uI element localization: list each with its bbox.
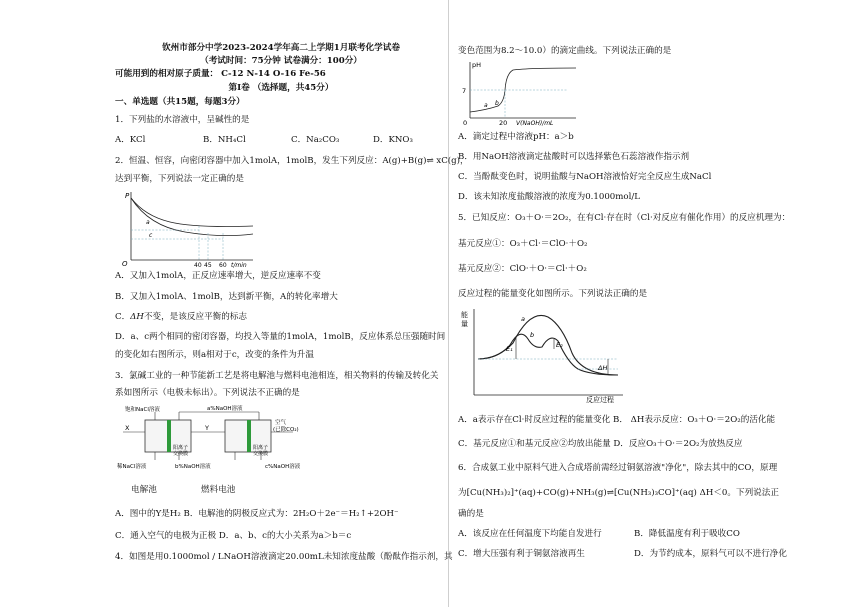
x-tick-45: 45: [204, 262, 212, 268]
q3-option-cd: C．通入空气的电极为正极 D．a、b、c的大小关系为a＞b＝c: [115, 531, 352, 541]
curve-a: [478, 315, 618, 375]
y-tick-7: 7: [462, 87, 467, 95]
q6-option-a: A．该反应在任何温度下均能自发进行: [458, 529, 602, 539]
x-tick-60: 60: [219, 262, 227, 268]
q3-cell-diagram: [115, 402, 340, 474]
x-axis-label: V(NaOH)/mL: [516, 120, 554, 126]
q2-option-b: B．又加入1molA、1molB，达到新平衡，A的转化率增大: [115, 292, 338, 302]
label-c-naoh: c%NaOH溶液: [265, 464, 301, 470]
right-column: [458, 0, 791, 607]
exam-subtitle: （考试时间：75分钟 试卷满分：100分）: [200, 56, 362, 66]
q2-option-d-line1: D．a、c两个相同的密闭容器，均投入等量的1molA，1molB，反应体系总压强随时间: [115, 332, 446, 342]
curve-a-label: a: [521, 315, 525, 323]
label-air-note: (已除CO₂): [273, 427, 299, 433]
e1-label: E₁: [506, 345, 513, 353]
label-membrane-4: 交换膜: [253, 451, 269, 457]
e2-label: E₂: [556, 341, 563, 349]
q4-stem-line2: 变色范围为8.2～10.0）的滴定曲线。下列说法正确的是: [458, 46, 672, 56]
q1-option-b: B．NH₄Cl: [203, 135, 246, 145]
cation-membrane-right: [247, 420, 251, 452]
q6-stem-line1: 6．合成氨工业中原料气进入合成塔前需经过铜氨溶液"净化"，除去其中的CO，原理: [458, 463, 778, 473]
cation-membrane-left: [167, 420, 171, 452]
y-axis-label-1: 能: [461, 311, 468, 319]
q3-stem-line2: 系如图所示（电极未标出）。下列说法不正确的是: [115, 388, 300, 398]
delta-h-label: ΔH: [598, 364, 608, 372]
label-membrane-2: 交换膜: [173, 451, 189, 457]
q6-option-b: B．降低温度有利于吸收CO: [634, 529, 740, 539]
q4-titration-graph: [458, 60, 583, 126]
label-sat-nacl: 饱和NaCl溶液: [125, 407, 160, 413]
caption-electrolytic-cell: 电解池: [131, 485, 157, 495]
q3-stem-line1: 3．氯碱工业的一种节能新工艺是将电解池与燃料电池相连，相关物料的传输及转化关: [115, 371, 439, 381]
q5-option-ab: A．a表示存在Cl·时反应过程的能量变化 B． ΔH表示反应：O₃＋O·＝2O₂的活化能: [458, 415, 776, 425]
curve-c-label: c: [149, 232, 153, 239]
q5-energy-diagram: [458, 303, 628, 403]
q4-option-d: D．该未知浓度盐酸溶液的浓度为0.1000mol/L: [458, 192, 640, 202]
q6-option-d: D．为节约成本，原料气可以不进行净化: [634, 549, 787, 559]
q6-stem-line2: 为[Cu(NH₃)₂]⁺(aq)+CO(g)+NH₃(g)⇌[Cu(NH₃)₃CO]⁺(aq) ΔH＜0。下列说法正: [458, 488, 779, 498]
origin-label: 0: [463, 119, 468, 126]
y-axis-label-2: 量: [461, 320, 468, 328]
q4-option-b: B．用NaOH溶液滴定盐酸时可以选择紫色石蕊溶液作指示剂: [458, 152, 690, 162]
label-y: Y: [205, 424, 209, 432]
q5-option-cd: C．基元反应①和基元反应②均放出能量 D．反应O₃＋O·＝2O₂为放热反应: [458, 439, 743, 449]
curve-a-label: a: [146, 219, 150, 226]
atomic-masses: 可能用到的相对原子质量： C-12 N-14 O-16 Fe-56: [115, 69, 326, 79]
q2-stem-line2: 达到平衡，下列说法一定正确的是: [115, 174, 244, 184]
q1-option-d: D．KNO₃: [373, 135, 413, 145]
x-axis-label: t/min: [231, 262, 247, 268]
point-b-label: b: [495, 100, 499, 107]
q3-option-ab: A．图中的Y是H₂ B．电解池的阴极反应式为：2H₂O＋2e⁻＝H₂↑+2OH⁻: [115, 509, 399, 519]
q2-stem-line1: 2．恒温、恒容，向密闭容器中加入1molA，1molB，发生下列反应：A(g)+B(g)⇌ xC(g)，: [115, 156, 469, 166]
q1-stem: 1．下列盐的水溶液中，呈碱性的是: [115, 115, 250, 125]
q2-option-c: C．ΔH不变，是该反应平衡的标志: [115, 312, 248, 322]
label-membrane-1: 阳离子: [173, 445, 189, 451]
q2-option-a: A．又加入1molA，正反应速率增大，逆反应速率不变: [115, 271, 321, 281]
q6-stem-line3: 确的是: [458, 509, 484, 519]
q2-pressure-graph: [115, 188, 260, 268]
label-a-naoh: a%NaOH溶液: [207, 406, 243, 412]
y-axis-label: pH: [472, 61, 482, 69]
x-axis-label: 反应过程: [586, 396, 614, 403]
q4-option-c: C．当酚酞变色时，说明盐酸与NaOH溶液恰好完全反应生成NaCl: [458, 172, 712, 182]
section-title: 一、单选题（共15题，每题3分）: [115, 97, 245, 107]
q1-option-c: C．Na₂CO₃: [291, 135, 340, 145]
label-dilute-nacl: 稀NaCl溶液: [117, 464, 147, 470]
column-divider: [448, 0, 449, 607]
label-x: X: [125, 424, 130, 432]
x-tick-40: 40: [194, 262, 202, 268]
q4-stem-line1: 4．如图是用0.1000mol / LNaOH溶液滴定20.00mL未知浓度盐酸（酚酞作指示剂，其: [115, 552, 453, 562]
q5-desc: 反应过程的能量变化如图所示。下列说法正确的是: [458, 289, 648, 299]
q6-option-c: C．增大压强有利于铜氨溶液再生: [458, 549, 585, 559]
caption-fuel-cell: 燃料电池: [201, 485, 236, 495]
q4-option-a: A．滴定过程中溶液pH：a＞b: [458, 132, 574, 142]
q1-option-a: A．KCl: [115, 135, 146, 145]
label-b-naoh: b%NaOH溶液: [175, 464, 211, 470]
q5-step2: 基元反应②：ClO·＋O·＝Cl·＋O₂: [458, 264, 587, 274]
q5-step1: 基元反应①：O₃＋Cl·＝ClO·＋O₂: [458, 239, 588, 249]
label-air: 空气: [275, 420, 287, 426]
point-a-label: a: [484, 102, 488, 109]
exam-title: 钦州市部分中学2023-2024学年高二上学期1月联考化学试卷: [162, 43, 400, 53]
curve-b-label: b: [530, 331, 535, 339]
left-column: [115, 0, 469, 607]
q2-option-d-line2: 的变化如右图所示，则a相对于c，改变的条件为升温: [115, 350, 315, 360]
label-membrane-3: 阳离子: [253, 445, 269, 451]
part-title: 第Ⅰ卷 （选择题，共45分）: [228, 83, 334, 93]
origin-label: O: [122, 260, 128, 268]
q5-stem: 5．已知反应：O₃＋O·＝2O₂，在有Cl·存在时（Cl·对反应有催化作用）的反应机理为：: [458, 213, 791, 223]
y-axis-label: P: [125, 192, 130, 200]
x-tick-20: 20: [499, 119, 508, 126]
